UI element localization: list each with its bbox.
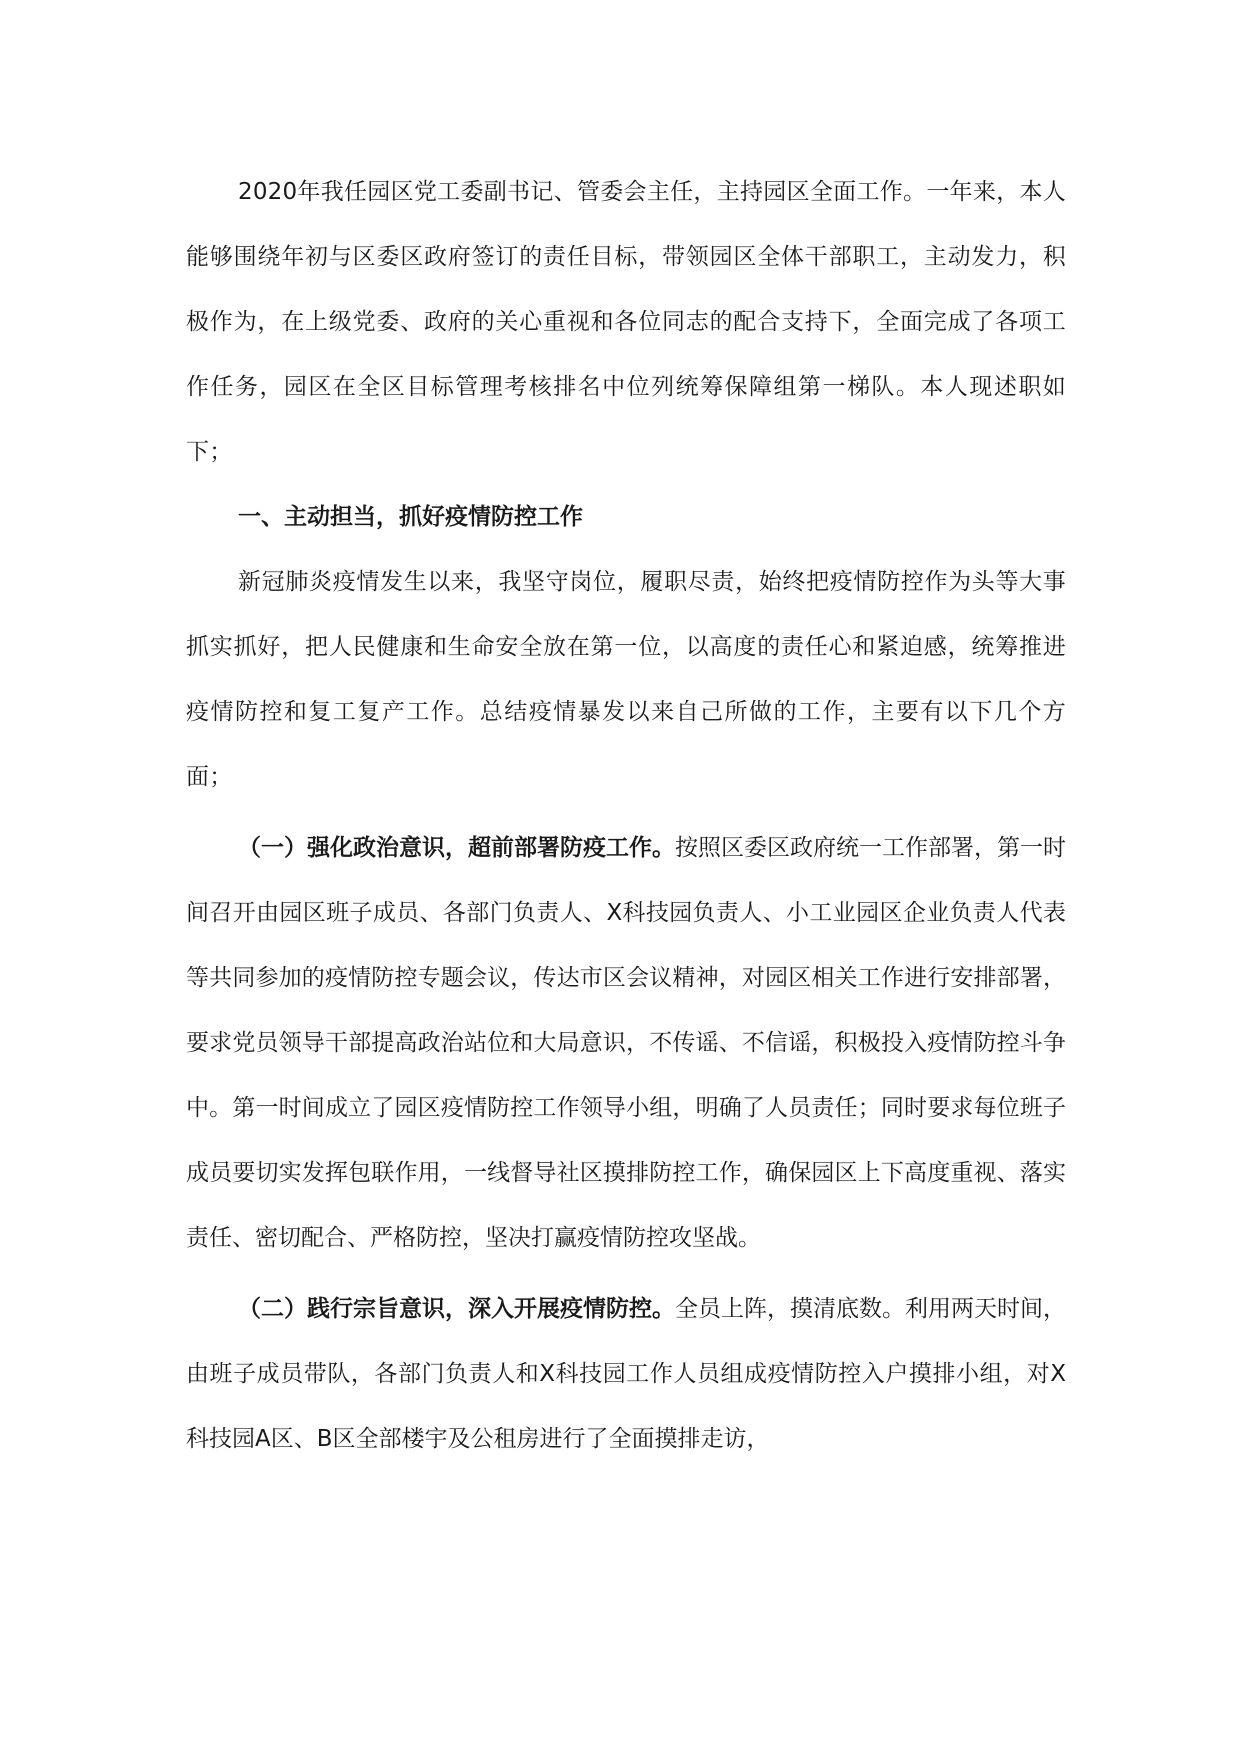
subsection-2-title: （二）践行宗旨意识，深入开展疫情防控。 [238,1296,675,1322]
subsection-1-text: 按照区委区政府统一工作部署，第一时间召开由园区班子成员、各部门负责人、X科技园负责人、小工业园区企业负责人代表等共同参加的疫情防控专题会议，传达市区会议精神，对园区相关工作进行安排部署，要求党员领导干部提高政治站位和大局意识，不传谣、不信谣，积极投入疫情防控斗争中。第一时间成立了园区疫情防控工作领导小组，明确了人员责任；同时要求每位班子成员要切实发挥包联作用，一线督导社区摸排防控工作，确保园区上下高度重视、落实责任、密切配合、严格防控，坚决打赢疫情防控攻坚战。 [186,835,1066,1251]
subsection-2-text: 全员上阵，摸清底数。利用两天时间，由班子成员带队，各部门负责人和X科技园工作人员组成疫情防控入户摸排小组，对X科技园A区、B区全部楼宇及公租房进行了全面摸排走访， [186,1296,1066,1452]
subsection-1 [186,816,1066,1271]
section-1-body: 新冠肺炎疫情发生以来，我坚守岗位，履职尽责，始终把疫情防控作为头等大事抓实抓好，把人民健康和生命安全放在第一位，以高度的责任心和紧迫感，统筹推进疫情防控和复工复产工作。总结疫情暴发以来自己所做的工作，主要有以下几个方面； [186,569,1066,790]
document-page [186,160,1066,1472]
subsection-1-title: （一）强化政治意识，超前部署防疫工作。 [238,835,675,861]
section-1-heading: 一、主动担当，抓好疫情防控工作 [238,504,583,530]
intro-paragraph: 2020年我任园区党工委副书记、管委会主任，主持园区全面工作。一年来，本人能够围绕年初与区委区政府签订的责任目标，带领园区全体干部职工，主动发力，积极作为，在上级党委、政府的关心重视和各位同志的配合支持下，全面完成了各项工作任务，园区在全区目标管理考核排名中位列统筹保障组第一梯队。本人现述职如下； [186,179,1066,465]
subsection-2 [186,1277,1066,1472]
